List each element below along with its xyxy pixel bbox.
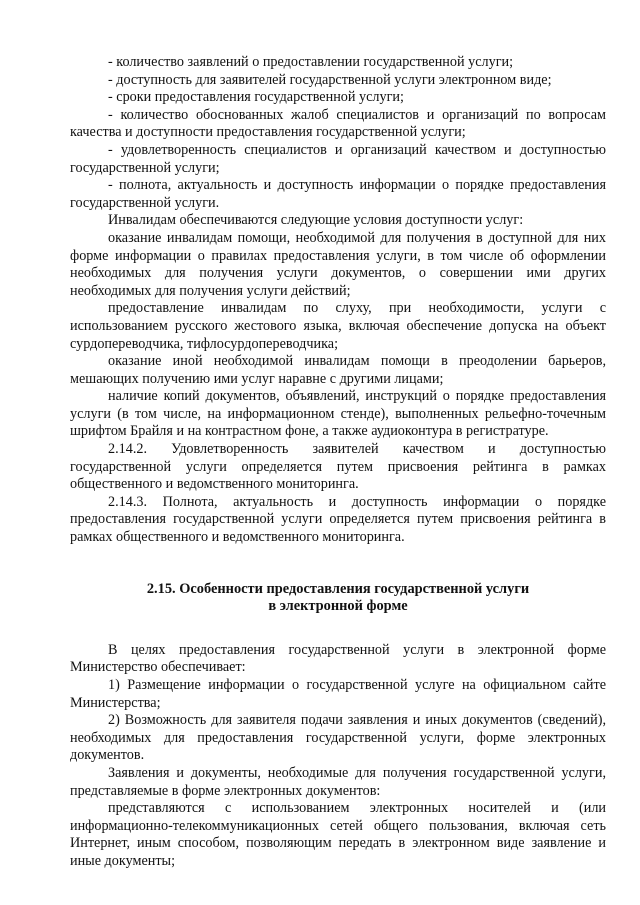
paragraph: - количество обоснованных жалоб специалистов и организаций по вопросам качества и доступности предоставления государственной услуги; xyxy=(70,106,606,141)
paragraph: - полнота, актуальность и доступность информации о порядке предоставления государственной услуги. xyxy=(70,177,606,211)
paragraph: предоставление инвалидам по слуху, при необходимости, услуги с использованием русского жестового языка, включая обеспечение допуска на объект сурдопереводчика, тифлосурдопереводчика; xyxy=(70,300,606,352)
paragraph: 1) Размещение информации о государственной услуге на официальном сайте Министерства; xyxy=(70,677,606,711)
section-heading-line: 2.15. Особенности предоставления государственной услуги xyxy=(146,580,530,597)
paragraph: - сроки предоставления государственной услуги; xyxy=(108,89,404,106)
paragraph: 2) Возможность для заявителя подачи заявления и иных документов (сведений), необходимых для предоставления государственной услуги, форме электронных документов. xyxy=(70,712,606,764)
paragraph: - доступность для заявителей государственной услуги электронном виде; xyxy=(108,71,552,88)
document-body xyxy=(70,54,606,871)
paragraph: Заявления и документы, необходимые для получения государственной услуги, представляемые в форме электронных документов: xyxy=(70,764,606,799)
paragraph: - удовлетворенность специалистов и организаций качеством и доступностью государственной услуги; xyxy=(70,141,606,176)
section-heading-line: в электронной форме xyxy=(268,598,408,615)
paragraph: оказание инвалидам помощи, необходимой для получения в доступной для них форме информации о правилах предоставления услуги, в том числе об оформлении необходимых для получения услуги документов, о совершении ими других необходимых для получения услуги действий; xyxy=(70,229,606,299)
paragraph: - количество заявлений о предоставлении государственной услуги; xyxy=(108,54,514,70)
paragraph: оказание иной необходимой инвалидам помощи в преодолении барьеров, мешающих получению ими услуг наравне с другими лицами; xyxy=(70,353,606,387)
paragraph: представляются с использованием электронных носителей и (или информационно-телекоммуникационных сетей общего пользования, включая сеть Интернет, иным способом, позволяющим передать в электронном виде заявление и иные документы; xyxy=(70,800,606,869)
paragraph: 2.14.3. Полнота, актуальность и доступность информации о порядке предоставления государственной услуги определяется путем присвоения рейтинга в рамках общественного и ведомственного мониторинга. xyxy=(70,493,606,546)
paragraph: В целях предоставления государственной услуги в электронной форме Министерство обеспечивает: xyxy=(70,641,606,676)
paragraph: 2.14.2. Удовлетворенность заявителей качеством и доступностью государственной услуги определяется путем присвоения рейтинга в рамках общественного и ведомственного мониторинга. xyxy=(70,441,606,493)
paragraph: наличие копий документов, объявлений, инструкций о порядке предоставления услуги (в том числе, на информационном стенде), выполненных рельефно-точечным шрифтом Брайля и на контрастном фоне, а также аудиоконтура в регистратуре. xyxy=(70,388,606,440)
paragraph: Инвалидам обеспечиваются следующие условия доступности услуг: xyxy=(108,212,524,229)
section-heading xyxy=(70,581,606,616)
